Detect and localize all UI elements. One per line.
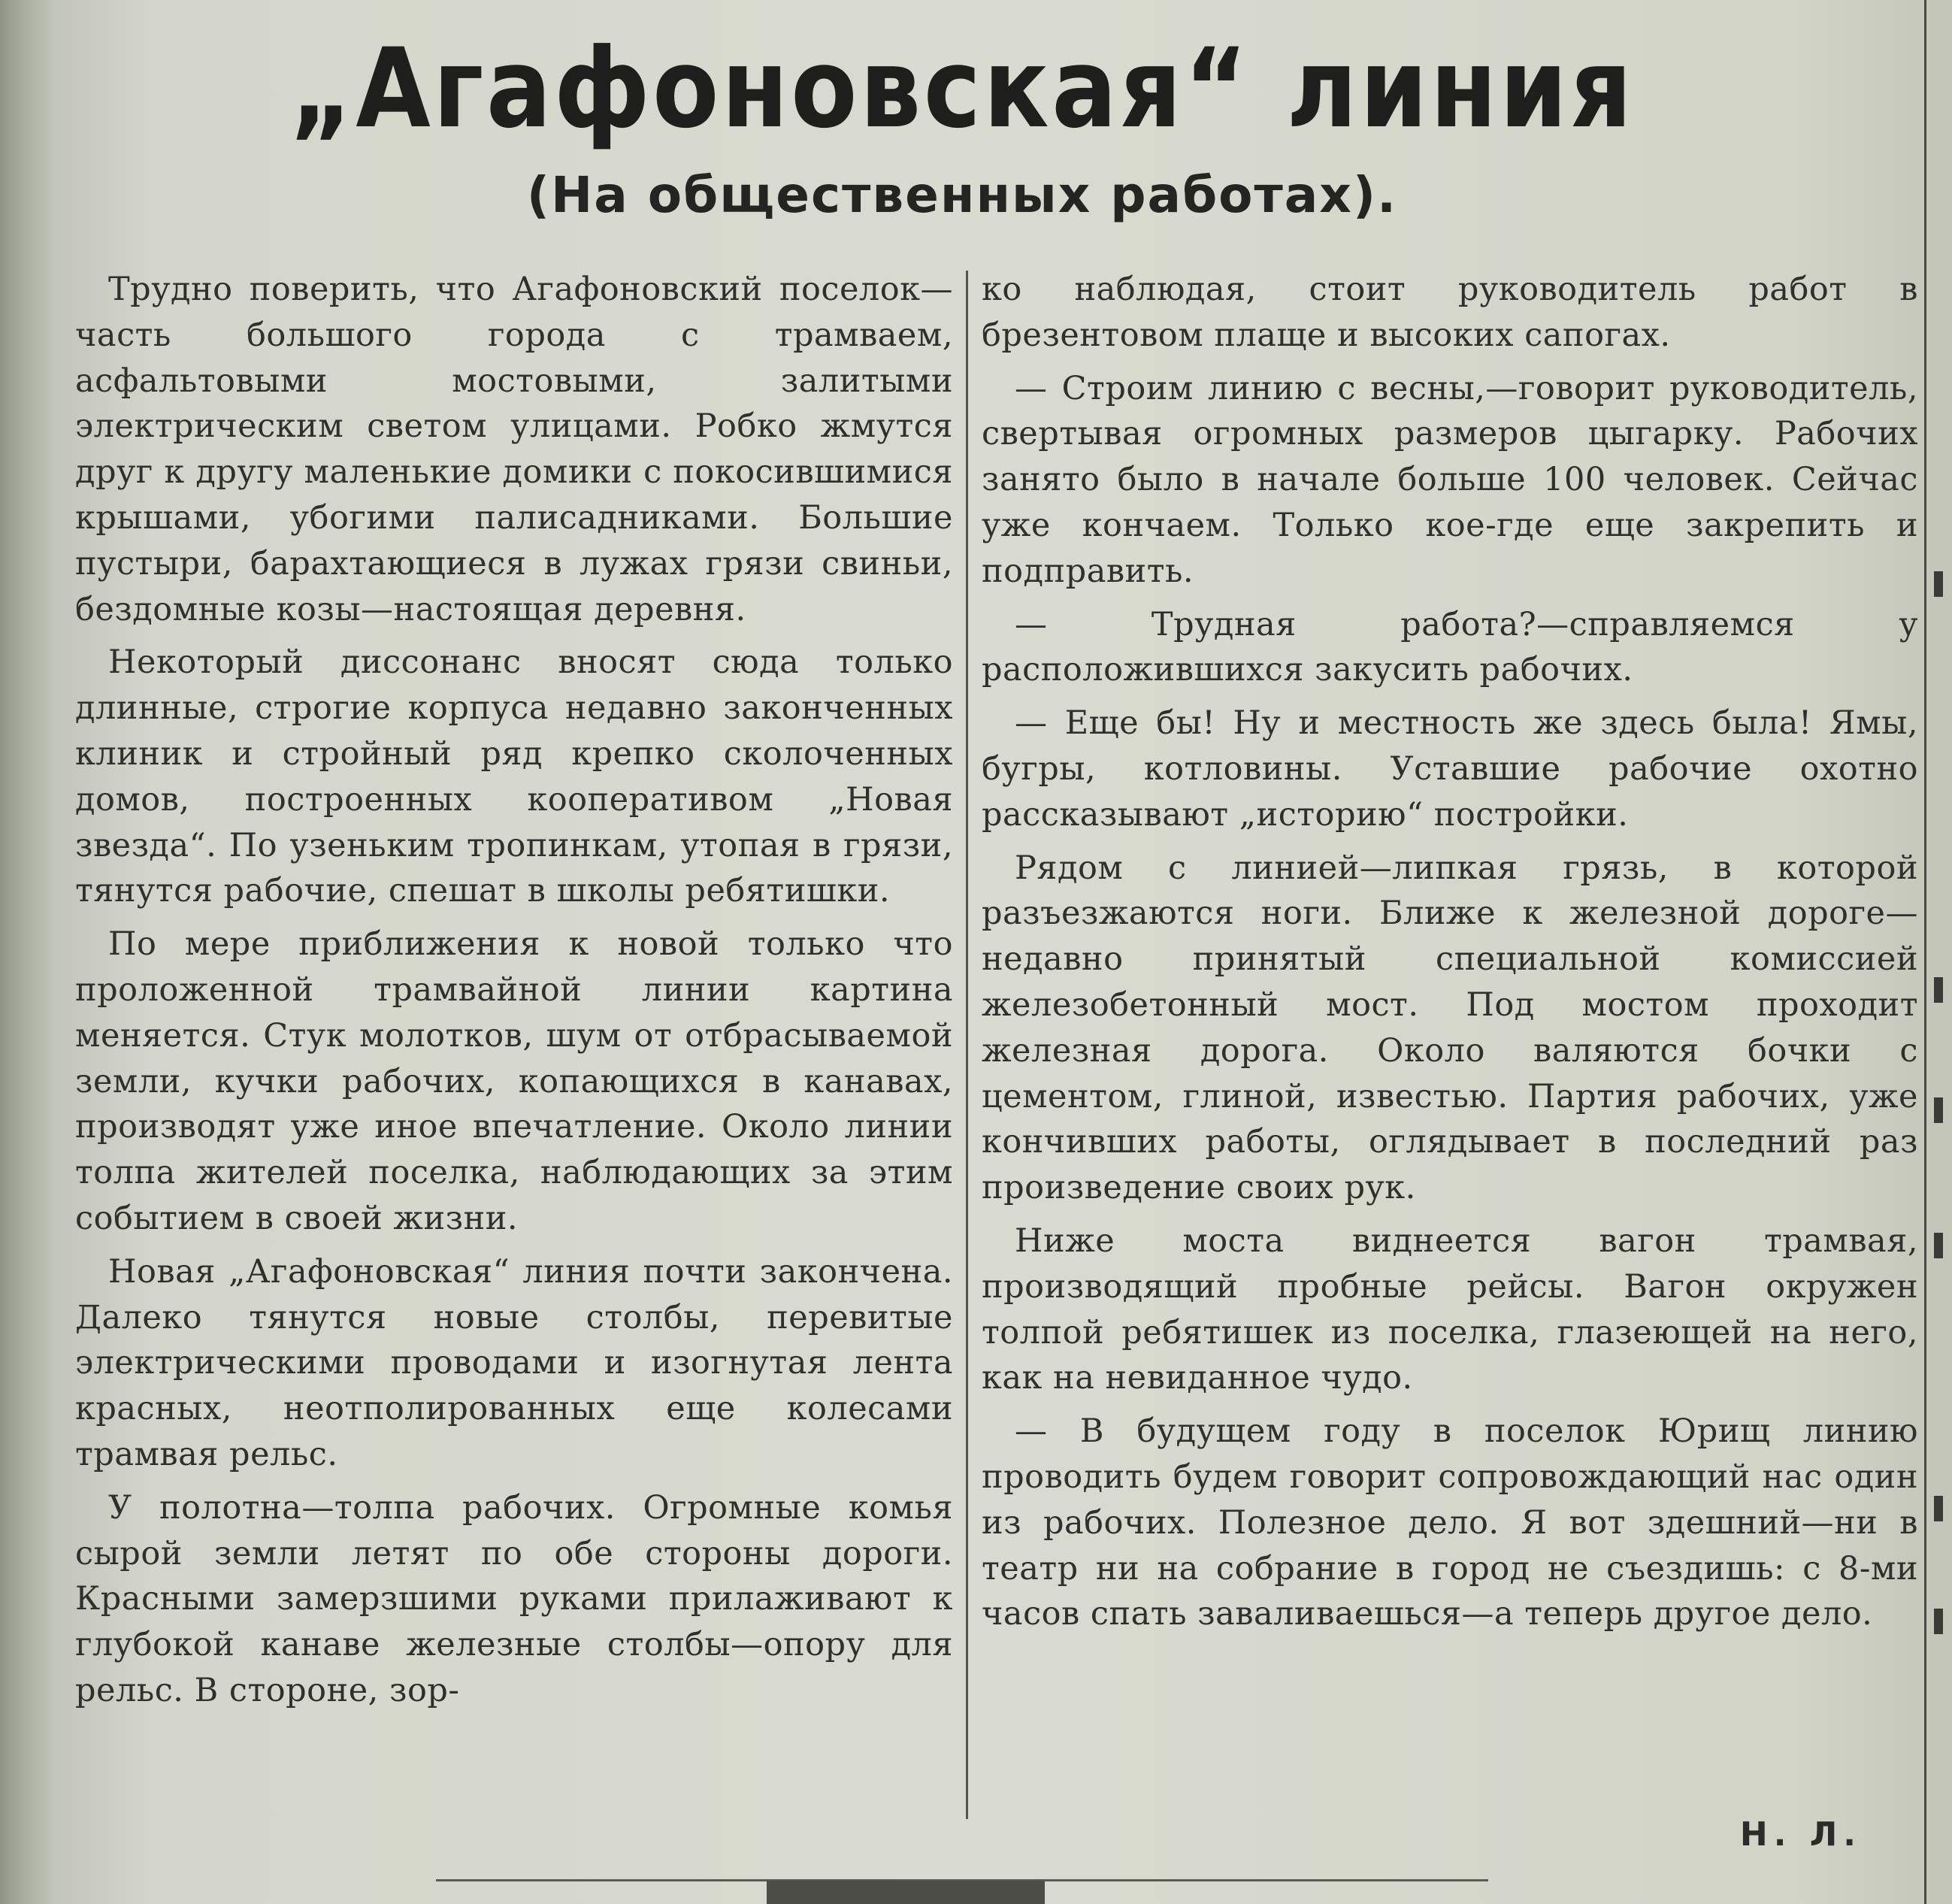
ink-mark [1934, 977, 1943, 1003]
column-divider [966, 271, 968, 1819]
paragraph: — Еще бы! Ну и местность же здесь была! Ямы, бугры, котловины. Уставшие рабочие охотно рассказывают „историю“ постройки. [982, 704, 1918, 834]
right-column [982, 267, 1918, 1645]
paragraph: — Трудная работа?—справляемся у расположившихся закусить рабочих. [982, 605, 1918, 689]
page-left-edge [0, 0, 53, 1904]
ink-mark [1934, 1496, 1943, 1521]
article-subheadline: (На общественных работах). [526, 166, 1398, 224]
paragraph: Рядом с линией—липкая грязь, в которой разъезжаются ноги. Ближе к железной дороге—недавно принятый специальной комиссией железобетонный мост. Под мостом проходит железная дорога. Около валяются бочки с цементом, глиной, известью. Партия рабочих, уже кончивших работы, оглядывает в последний раз произведение своих рук. [982, 849, 1918, 1207]
paragraph: У полотна—толпа рабочих. Огромные комья сырой земли летят по обе стороны дороги. Красными замерзшими руками прилаживают к глубокой канаве железные столбы—опору для рельс. В стороне, зор- [75, 1488, 953, 1709]
ink-mark [1934, 1609, 1943, 1634]
ink-mark [1934, 1233, 1943, 1258]
adjacent-column-strip [1924, 0, 1952, 1904]
bottom-ornament [767, 1881, 1045, 1904]
paragraph: Ниже моста виднеется вагон трамвая, производящий пробные рейсы. Вагон окружен толпой ребятишек из поселка, глазеющей на него, как на невиданное чудо. [982, 1221, 1918, 1397]
ink-mark [1934, 1097, 1943, 1123]
paragraph: По мере приближения к новой только что проложенной трамвайной линии картина меняется. Стук молотков, шум от отбрасываемой земли, кучки рабочих, копающихся в канавах, производят уже иное впечатление. Около линии толпа жителей поселка, наблюдающих за этим событием в своей жизни. [75, 925, 953, 1237]
left-column [75, 267, 953, 1721]
paragraph: ко наблюдая, стоит руководитель работ в брезентовом плаще и высоких сапогах. [982, 271, 1918, 354]
article-headline: „Агафоновская“ линия [289, 25, 1635, 153]
paragraph: Новая „Агафоновская“ линия почти закончена. Далеко тянутся новые столбы, перевитые электрическими проводами и изогнутая лента красных, неотполированных еще колесами трамвая рельс. [75, 1252, 953, 1473]
paragraph: — Строим линию с весны,—говорит руководитель, свертывая огромных размеров цыгарку. Рабочих занято было в начале больше 100 человек. Сейчас уже кончаем. Только кое-где еще закрепить и подправить. [982, 369, 1918, 590]
author-signature: Н. Л. [1739, 1815, 1862, 1854]
paragraph: Некоторый диссонанс вносят сюда только длинные, строгие корпуса недавно законченных клиник и стройный ряд крепко сколоченных домов, построенных кооперативом „Новая звезда“. По узеньким тропинкам, утопая в грязи, тянутся рабочие, спешат в школы ребятишки. [75, 643, 953, 910]
ink-mark [1934, 571, 1943, 597]
paragraph: — В будущем году в поселок Юрищ линию проводить будем говорит сопровождающий нас один из рабочих. Полезное дело. Я вот здешний—ни в театр ни на собрание в город не съездишь: с 8-ми часов спать заваливаешься—а теперь другое дело. [982, 1412, 1918, 1633]
paragraph: Трудно поверить, что Агафоновский поселок—часть большого города с трамваем, асфальтовыми мостовыми, залитыми электрическим светом улицами. Робко жмутся друг к другу маленькие домики с покосившимися крышами, убогими палисадниками. Большие пустыри, барахтающиеся в лужах грязи свиньи, бездомные козы—настоящая деревня. [75, 271, 953, 628]
